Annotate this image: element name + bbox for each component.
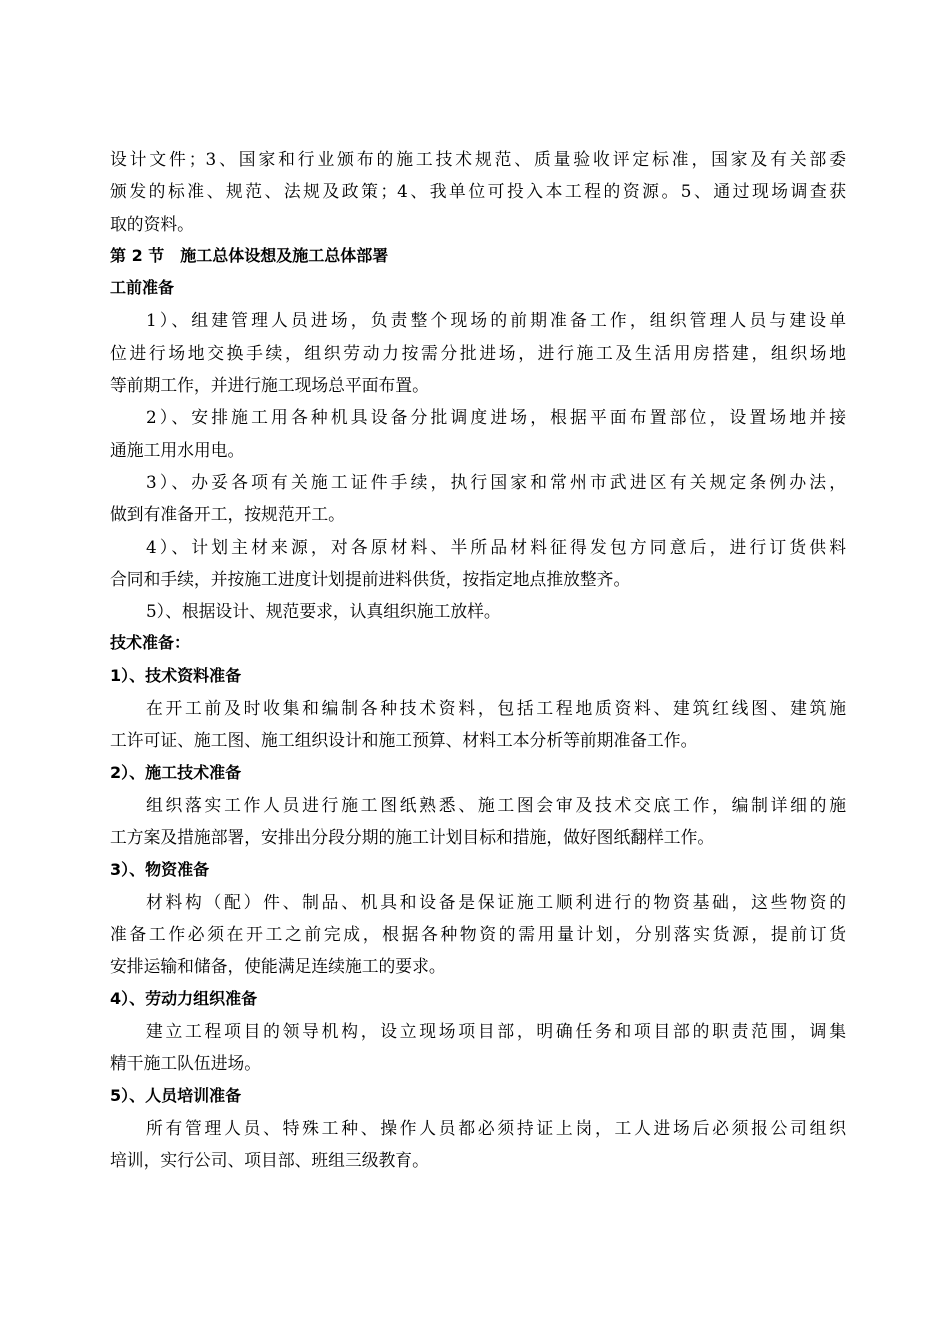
item4-line-1: 4）、计划主材来源，对各原材料、半所品材料征得发包方同意后，进行订货供料	[146, 536, 846, 557]
item1-line-3: 等前期工作，并进行施工现场总平面布置。	[110, 375, 429, 396]
tech1-heading: 1）、技术资料准备	[110, 665, 242, 685]
tech3-heading: 3）、物资准备	[110, 859, 210, 879]
document-page	[110, 143, 846, 1177]
section-heading: 第 2 节 施工总体设想及施工总体部署	[110, 245, 389, 265]
tech2-heading: 2）、施工技术准备	[110, 762, 242, 782]
tech3-line-1: 材料构（配）件、制品、机具和设备是保证施工顺利进行的物资基础，这些物资的	[146, 891, 846, 912]
subheading-technical: 技术准备：	[110, 633, 191, 653]
item2-line-2: 通施工用水用电。	[110, 439, 245, 460]
tech4-line-2: 精干施工队伍进场。	[110, 1053, 262, 1074]
tech5-line-2: 培训，实行公司、项目部、班组三级教育。	[110, 1150, 429, 1171]
tech4-heading: 4）、劳动力组织准备	[110, 988, 258, 1008]
item5-line-1: 5）、根据设计、规范要求，认真组织施工放样。	[146, 601, 501, 622]
intro-line-1: 设计文件；3、国家和行业颁布的施工技术规范、质量验收评定标准，国家及有关部委	[110, 149, 846, 169]
tech2-line-1: 组织落实工作人员进行施工图纸熟悉、施工图会审及技术交底工作，编制详细的施	[146, 794, 846, 815]
tech5-line-1: 所有管理人员、特殊工种、操作人员都必须持证上岗，工人进场后必须报公司组织	[146, 1117, 846, 1138]
tech2-line-2: 工方案及措施部署，安排出分段分期的施工计划目标和措施，做好图纸翻样工作。	[110, 827, 715, 848]
item4-line-2: 合同和手续，并按施工进度计划提前进料供货，按指定地点推放整齐。	[110, 568, 631, 589]
item3-line-2: 做到有准备开工，按规范开工。	[110, 504, 345, 525]
tech1-line-2: 工许可证、施工图、施工组织设计和施工预算、材料工本分析等前期准备工作。	[110, 730, 698, 751]
tech4-line-1: 建立工程项目的领导机构，设立现场项目部，明确任务和项目部的职责范围，调集	[146, 1021, 846, 1042]
tech5-heading: 5）、人员培训准备	[110, 1085, 242, 1105]
intro-line-2: 颁发的标准、规范、法规及政策；4、我单位可投入本工程的资源。5、通过现场调查获	[110, 181, 846, 202]
item3-line-1: 3）、办妥各项有关施工证件手续，执行国家和常州市武进区有关规定条例办法，	[146, 471, 846, 492]
item1-line-1: 1）、组建管理人员进场，负责整个现场的前期准备工作，组织管理人员与建设单	[146, 310, 846, 331]
tech1-line-1: 在开工前及时收集和编制各种技术资料，包括工程地质资料、建筑红线图、建筑施	[146, 698, 846, 719]
tech3-line-3: 安排运输和储备，使能满足连续施工的要求。	[110, 956, 446, 977]
item1-line-2: 位进行场地交换手续，组织劳动力按需分批进场，进行施工及生活用房搭建，组织场地	[110, 342, 846, 363]
subheading-preparation: 工前准备	[110, 278, 175, 298]
item2-line-1: 2）、安排施工用各种机具设备分批调度进场，根据平面布置部位，设置场地并接	[146, 407, 846, 428]
intro-line-3: 取的资料。	[110, 213, 194, 234]
tech3-line-2: 准备工作必须在开工之前完成，根据各种物资的需用量计划，分别落实货源，提前订货	[110, 924, 846, 945]
